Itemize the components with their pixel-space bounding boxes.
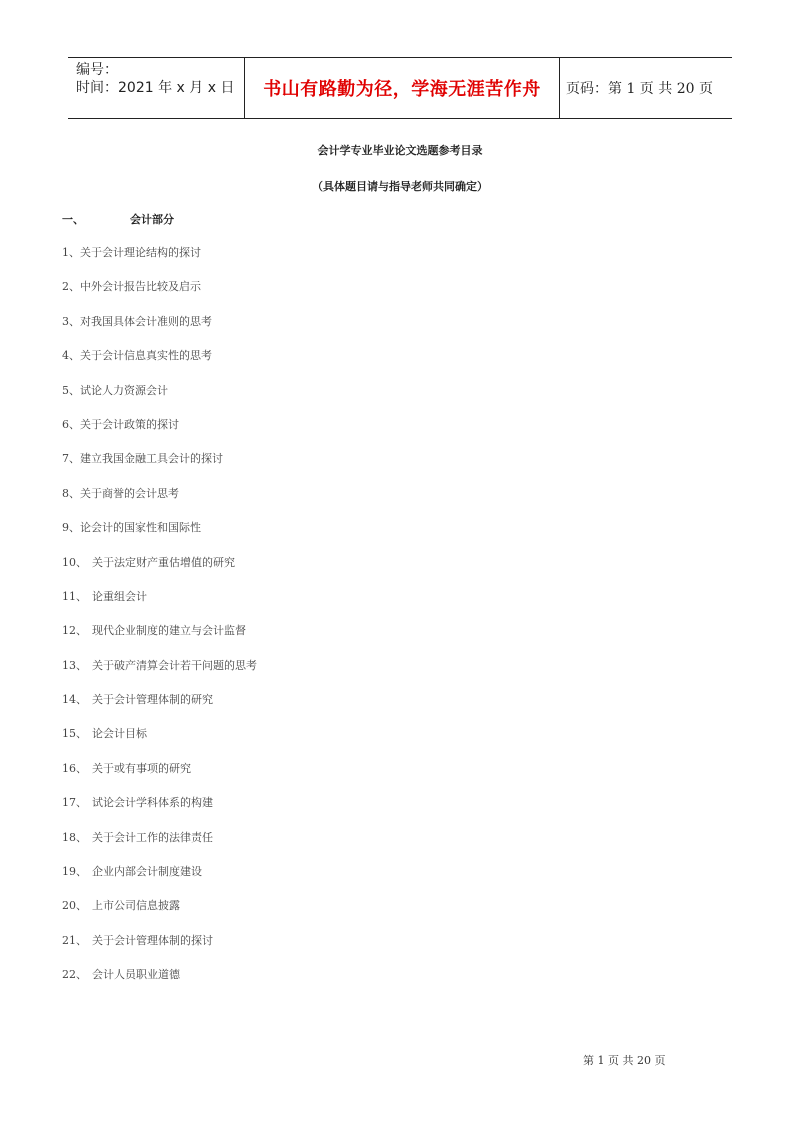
item-text: 论重组会计 [92, 589, 147, 603]
item-number: 1、 [62, 246, 80, 259]
item-number: 15、 [62, 727, 87, 741]
item-number: 4、 [62, 349, 80, 363]
item-number: 11、 [62, 589, 87, 603]
list-item [62, 796, 257, 830]
item-text: 论会计的国家性和国际性 [80, 521, 201, 535]
time-label: 时间：2021 年 x 月 x 日 [76, 80, 235, 96]
item-text: 上市公司信息披露 [92, 899, 180, 913]
list-item [62, 384, 257, 418]
item-number: 2、 [62, 280, 80, 294]
list-item [62, 280, 257, 314]
list-item [62, 659, 257, 693]
item-text: 关于或有事项的研究 [92, 761, 191, 775]
item-number: 18、 [62, 830, 87, 844]
item-text: 试论会计学科体系的构建 [92, 796, 213, 810]
list-item [62, 521, 257, 555]
list-item [62, 556, 257, 590]
item-text: 关于会计理论结构的探讨 [80, 246, 201, 259]
item-text: 关于会计管理体制的研究 [92, 693, 213, 707]
list-item [62, 762, 257, 796]
header-left-cell [68, 58, 245, 118]
list-item [62, 246, 257, 280]
item-number: 10、 [62, 555, 87, 569]
item-text: 关于会计管理体制的探讨 [92, 933, 213, 947]
item-number: 6、 [62, 417, 80, 431]
document-title: 会计学专业毕业论文选题参考目录 [317, 144, 483, 157]
document-subtitle: （具体题目请与指导老师共同确定） [312, 180, 488, 193]
list-item [62, 418, 257, 452]
list-item [62, 727, 257, 761]
list-item [62, 452, 257, 486]
page-footer: 第 1 页 共 20 页 [583, 1054, 666, 1067]
list-item [62, 349, 257, 383]
page-info: 页码：第 1 页 共 20 页 [566, 81, 713, 97]
section-heading [62, 211, 174, 227]
header-table [68, 57, 732, 119]
item-text: 企业内部会计制度建设 [92, 865, 202, 879]
item-number: 3、 [62, 314, 80, 328]
item-number: 7、 [62, 452, 80, 466]
item-text: 关于商誉的会计思考 [80, 486, 179, 500]
list-item [62, 315, 257, 349]
item-number: 16、 [62, 761, 87, 775]
motto: 书山有路勤为径，学海无涯苦作舟 [245, 58, 560, 118]
item-text: 对我国具体会计准则的思考 [80, 314, 212, 328]
list-item [62, 693, 257, 727]
item-number: 21、 [62, 933, 87, 947]
item-text: 论会计目标 [92, 727, 147, 741]
list-item [62, 865, 257, 899]
item-text: 关于法定财产重估增值的研究 [92, 555, 235, 569]
item-text: 会计人员职业道德 [92, 968, 180, 982]
item-text: 关于破产清算会计若干问题的思考 [92, 658, 257, 672]
list-item [62, 899, 257, 933]
item-text: 试论人力资源会计 [80, 383, 168, 397]
item-number: 20、 [62, 899, 87, 913]
list-item [62, 831, 257, 865]
item-number: 12、 [62, 624, 87, 638]
topic-list [62, 246, 257, 1003]
item-number: 14、 [62, 693, 87, 707]
item-number: 9、 [62, 521, 80, 535]
list-item [62, 968, 257, 1002]
item-number: 22、 [62, 968, 87, 982]
item-text: 建立我国金融工具会计的探讨 [80, 452, 223, 466]
item-text: 关于会计信息真实性的思考 [80, 349, 212, 363]
item-text: 现代企业制度的建立与会计监督 [92, 624, 246, 638]
item-number: 5、 [62, 383, 80, 397]
item-text: 中外会计报告比较及启示 [80, 280, 201, 294]
section-number: 一、 [62, 213, 84, 226]
list-item [62, 590, 257, 624]
item-number: 19、 [62, 865, 87, 879]
list-item [62, 487, 257, 521]
item-number: 13、 [62, 658, 87, 672]
list-item [62, 624, 257, 658]
section-label: 会计部分 [130, 213, 174, 226]
item-text: 关于会计工作的法律责任 [92, 830, 213, 844]
serial-label: 编号： [76, 62, 118, 78]
list-item [62, 934, 257, 968]
item-text: 关于会计政策的探讨 [80, 417, 179, 431]
item-number: 8、 [62, 486, 80, 500]
item-number: 17、 [62, 796, 87, 810]
